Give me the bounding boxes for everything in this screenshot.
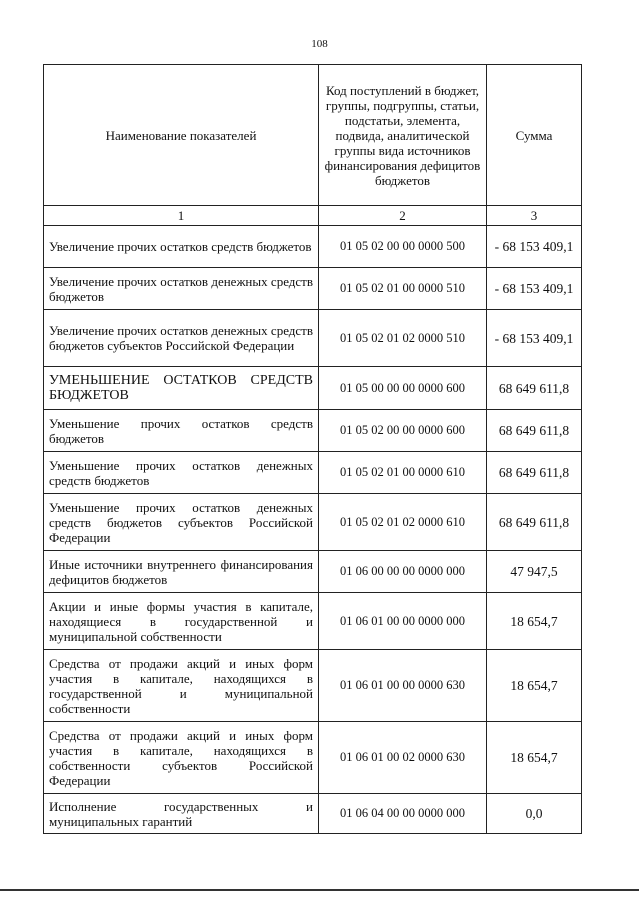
table-row [44,452,582,494]
column-number: 2 [319,206,487,226]
row-sum: 68 649 611,8 [487,452,582,494]
table-row [44,494,582,551]
row-sum: - 68 153 409,1 [487,268,582,310]
table-row [44,794,582,834]
table-header-row [44,65,582,206]
row-name: Уменьшение прочих остатков денежных средств бюджетов субъектов Российской Федерации [44,494,319,551]
column-number-row [44,206,582,226]
column-number: 3 [487,206,582,226]
page-number: 108 [311,38,328,50]
row-name: Уменьшение прочих остатков средств бюджетов [44,410,319,452]
row-code: 01 06 01 00 00 0000 630 [319,650,487,722]
table-row [44,367,582,410]
row-name: УМЕНЬШЕНИЕ ОСТАТКОВ СРЕДСТВ БЮДЖЕТОВ [44,367,319,410]
row-sum: - 68 153 409,1 [487,310,582,367]
row-code: 01 05 02 01 02 0000 510 [319,310,487,367]
row-sum: 18 654,7 [487,650,582,722]
row-name: Увеличение прочих остатков средств бюджетов [44,226,319,268]
row-name: Уменьшение прочих остатков денежных средств бюджетов [44,452,319,494]
table-row [44,593,582,650]
row-name: Иные источники внутреннего финансирования дефицитов бюджетов [44,551,319,593]
row-name: Средства от продажи акций и иных форм участия в капитале, находящихся в государственной и муниципальной собственности [44,650,319,722]
header-name: Наименование показателей [44,65,319,206]
row-code: 01 05 02 00 00 0000 500 [319,226,487,268]
table-row [44,650,582,722]
row-code: 01 06 01 00 02 0000 630 [319,722,487,794]
bottom-rule [0,889,639,891]
table-row [44,722,582,794]
row-code: 01 05 02 01 00 0000 510 [319,268,487,310]
row-name: Средства от продажи акций и иных форм участия в капитале, находящихся в собственности субъектов Российской Федерации [44,722,319,794]
table-row [44,410,582,452]
row-sum: 68 649 611,8 [487,410,582,452]
header-sum: Сумма [487,65,582,206]
row-code: 01 06 01 00 00 0000 000 [319,593,487,650]
row-sum: 68 649 611,8 [487,367,582,410]
row-name: Акции и иные формы участия в капитале, находящиеся в государственной и муниципальной собственности [44,593,319,650]
row-sum: 0,0 [487,794,582,834]
header-code: Код поступлений в бюджет, группы, подгруппы, статьи, подстатьи, элемента, подвида, аналитической группы вида источников финансирования дефицитов бюджетов [319,65,487,206]
row-sum: - 68 153 409,1 [487,226,582,268]
row-sum: 68 649 611,8 [487,494,582,551]
table-row [44,310,582,367]
row-sum: 18 654,7 [487,722,582,794]
row-sum: 18 654,7 [487,593,582,650]
row-name: Увеличение прочих остатков денежных средств бюджетов субъектов Российской Федерации [44,310,319,367]
row-code: 01 05 00 00 00 0000 600 [319,367,487,410]
row-code: 01 05 02 00 00 0000 600 [319,410,487,452]
row-sum: 47 947,5 [487,551,582,593]
table-row [44,268,582,310]
table-row [44,226,582,268]
row-name: Увеличение прочих остатков денежных средств бюджетов [44,268,319,310]
column-number: 1 [44,206,319,226]
row-name: Исполнение государственных и муниципальных гарантий [44,794,319,834]
row-code: 01 06 00 00 00 0000 000 [319,551,487,593]
row-code: 01 05 02 01 00 0000 610 [319,452,487,494]
row-code: 01 05 02 01 02 0000 610 [319,494,487,551]
row-code: 01 06 04 00 00 0000 000 [319,794,487,834]
table-row [44,551,582,593]
budget-sources-table [43,64,582,834]
